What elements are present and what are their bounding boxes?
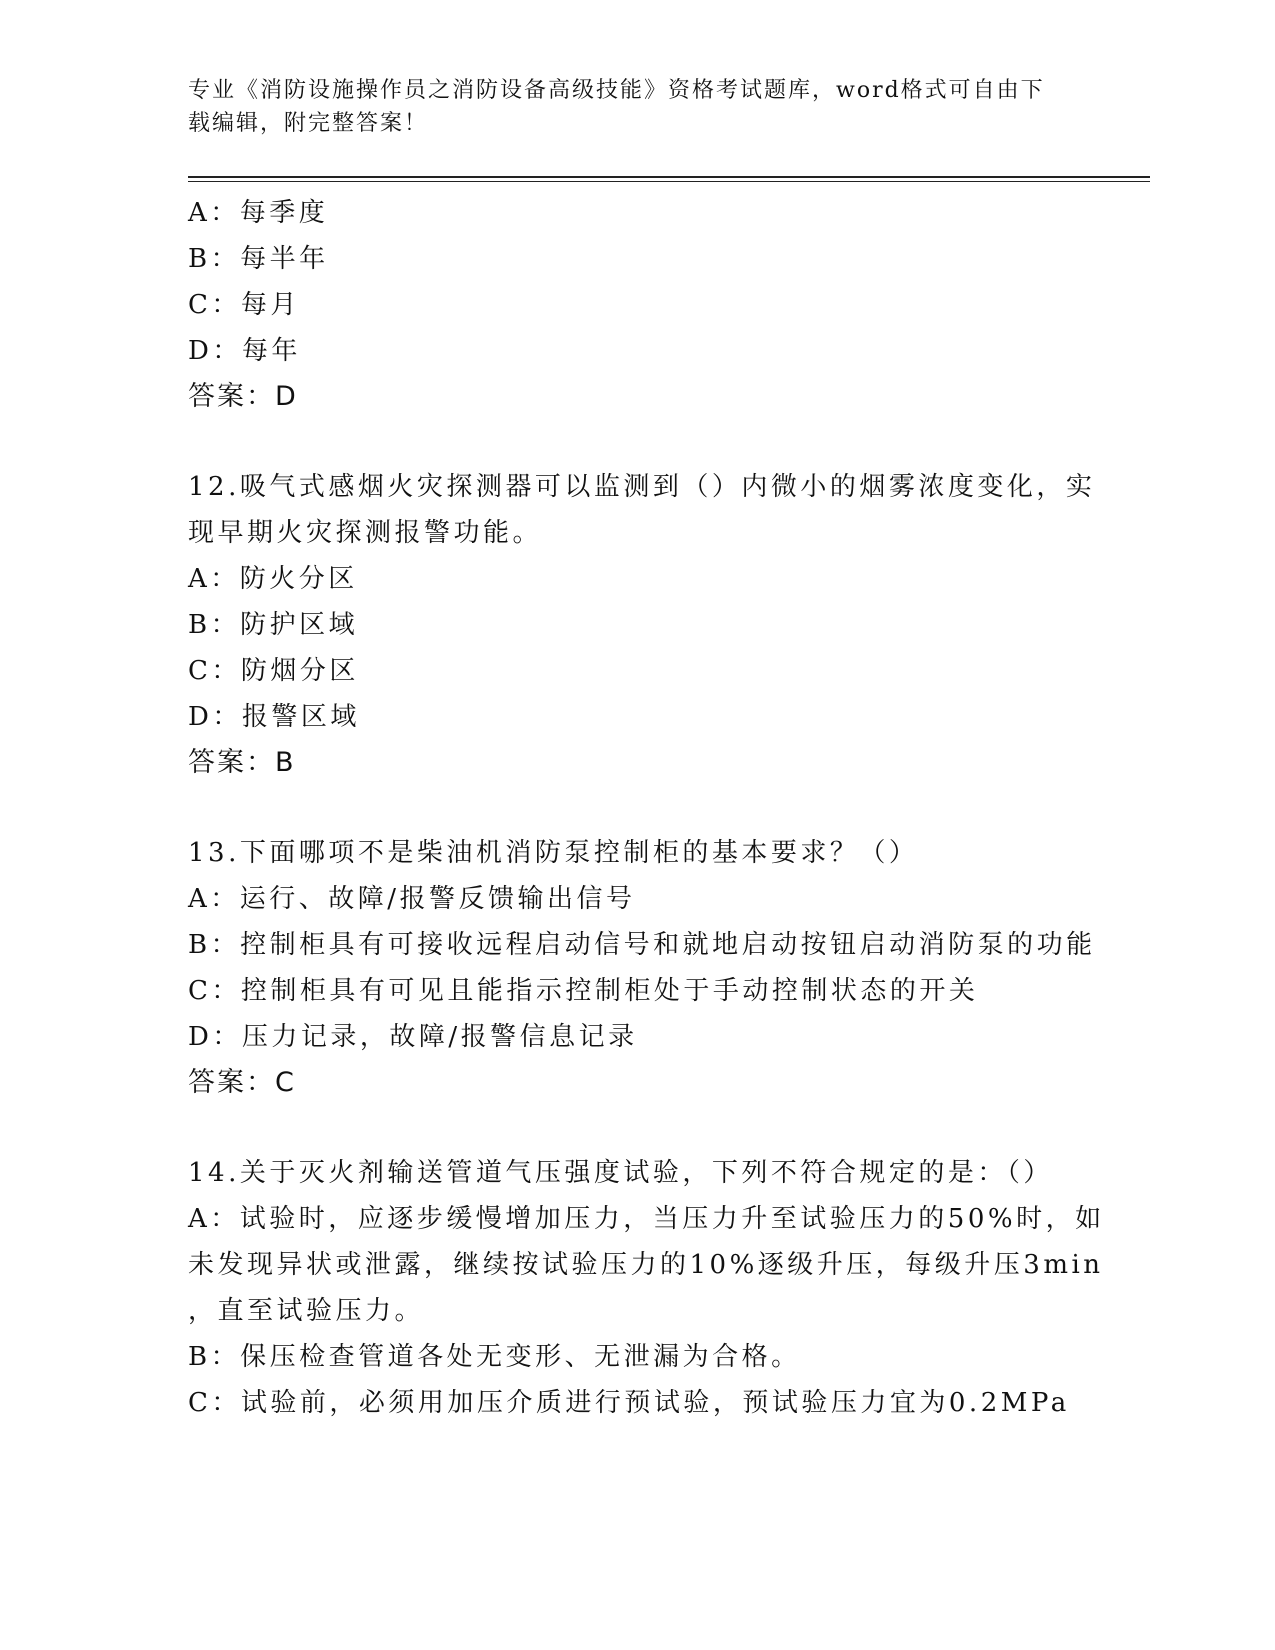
spacer (188, 786, 1088, 830)
option-c: C：试验前，必须用加压介质进行预试验，预试验压力宜为0.2MPa (188, 1388, 1070, 1418)
question-12 (188, 464, 1096, 786)
option-d: D：每年 (188, 336, 301, 366)
answer: 答案：D (188, 381, 298, 412)
option-d: D：压力记录，故障/报警信息记录 (188, 1022, 638, 1052)
answer: 答案：C (188, 1067, 296, 1098)
header-divider-thin (188, 181, 1150, 182)
option-c: C：每月 (188, 290, 300, 320)
question-14 (188, 1150, 1105, 1426)
option-b: B：保压检查管道各处无变形、无泄漏为合格。 (188, 1342, 801, 1372)
option-b: B：控制柜具有可接收远程启动信号和就地启动按钮启动消防泵的功能 (188, 930, 1096, 960)
option-a: A：防火分区 (188, 564, 358, 594)
option-d: D：报警区域 (188, 702, 360, 732)
question-13 (188, 830, 1096, 1106)
option-a-line-2: 未发现异状或泄露，继续按试验压力的10%逐级升压，每级升压3min (188, 1250, 1104, 1280)
header-line-1: 专业《消防设施操作员之消防设备高级技能》资格考试题库，word格式可自由下 (188, 78, 1045, 103)
spacer (188, 420, 1088, 464)
document-header (188, 74, 1068, 140)
question-list (188, 190, 1105, 1426)
answer: 答案：B (188, 747, 296, 778)
option-a: A：每季度 (188, 198, 329, 228)
question-text: 13.下面哪项不是柴油机消防泵控制柜的基本要求？（） (188, 838, 919, 868)
option-b: B：每半年 (188, 244, 329, 274)
option-c: C：控制柜具有可见且能指示控制柜处于手动控制状态的开关 (188, 976, 979, 1006)
question-text-line-2: 现早期火灾探测报警功能。 (188, 518, 543, 548)
question-text: 14.关于灭火剂输送管道气压强度试验，下列不符合规定的是：（） (188, 1158, 1053, 1188)
option-a-line-1: A：试验时，应逐步缓慢增加压力，当压力升至试验压力的50%时，如 (188, 1204, 1105, 1234)
option-a: A：运行、故障/报警反馈输出信号 (188, 884, 636, 914)
option-c: C：防烟分区 (188, 656, 359, 686)
header-line-2: 载编辑，附完整答案！ (188, 111, 429, 136)
question-11 (188, 190, 1088, 420)
spacer (188, 1106, 1088, 1150)
option-a-line-3: ，直至试验压力。 (188, 1296, 425, 1326)
question-text-line-1: 12.吸气式感烟火灾探测器可以监测到（）内微小的烟雾浓度变化，实 (188, 472, 1096, 502)
header-divider-thick (188, 176, 1150, 178)
option-b: B：防护区域 (188, 610, 359, 640)
